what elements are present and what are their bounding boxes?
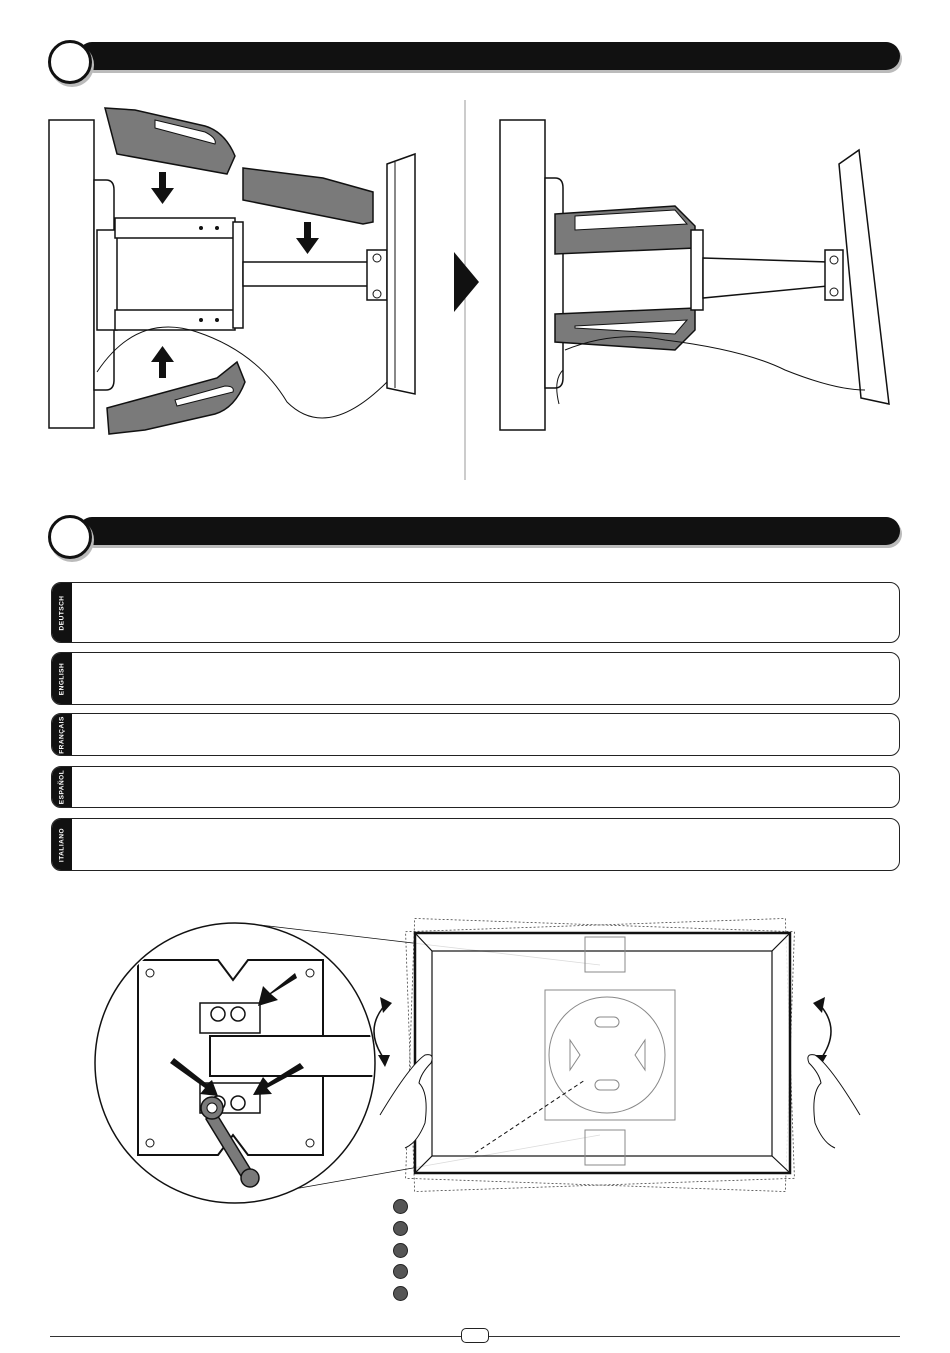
legend-dot [393, 1286, 408, 1301]
page-number-box [461, 1328, 489, 1343]
step-number-circle [48, 515, 92, 559]
legend-dot [393, 1199, 408, 1214]
arm-cover-install-after [495, 110, 900, 440]
play-arrow-icon [454, 252, 479, 312]
language-box-francais [51, 713, 900, 756]
language-box-deutsch [51, 582, 900, 643]
step-header-bar [78, 517, 900, 545]
language-box-italiano [51, 818, 900, 871]
language-box-espanol [51, 766, 900, 808]
language-tab [52, 767, 72, 807]
step-header-2 [48, 517, 902, 561]
language-tab [52, 819, 72, 870]
language-label: ITALIANO [58, 827, 66, 862]
legend-dot [393, 1221, 408, 1236]
tv-side [839, 150, 889, 404]
tv-frame [415, 933, 790, 1173]
wall [49, 120, 94, 428]
center-arm [243, 262, 373, 286]
wall [500, 120, 545, 430]
up-arrow-icon [151, 346, 174, 378]
rotate-arrow-icon [820, 1005, 831, 1060]
language-tab [52, 653, 72, 704]
language-label: DEUTSCH [58, 595, 66, 630]
down-arrow-icon [296, 222, 319, 254]
zoom-detail-wrench [90, 918, 380, 1208]
step-number-circle [48, 40, 92, 84]
right-hand [808, 1055, 860, 1148]
language-label: ENGLISH [58, 662, 66, 695]
down-arrow-icon [151, 172, 174, 204]
legend-dot [393, 1243, 408, 1258]
step-header-bar [78, 42, 900, 70]
legend-dot [393, 1264, 408, 1279]
step-header-1 [48, 42, 902, 86]
step-divider [445, 100, 485, 480]
arm-cover-install-before [45, 100, 435, 460]
middle-cover [243, 168, 373, 224]
center-arm [703, 258, 828, 298]
language-tab [52, 583, 72, 642]
wall-plate [545, 178, 563, 388]
language-box-english [51, 652, 900, 705]
tv-side [387, 154, 415, 394]
bottom-cover [107, 362, 245, 434]
language-tab [52, 714, 72, 755]
language-label: ESPAÑOL [58, 769, 66, 805]
language-label: FRANÇAIS [58, 715, 66, 754]
